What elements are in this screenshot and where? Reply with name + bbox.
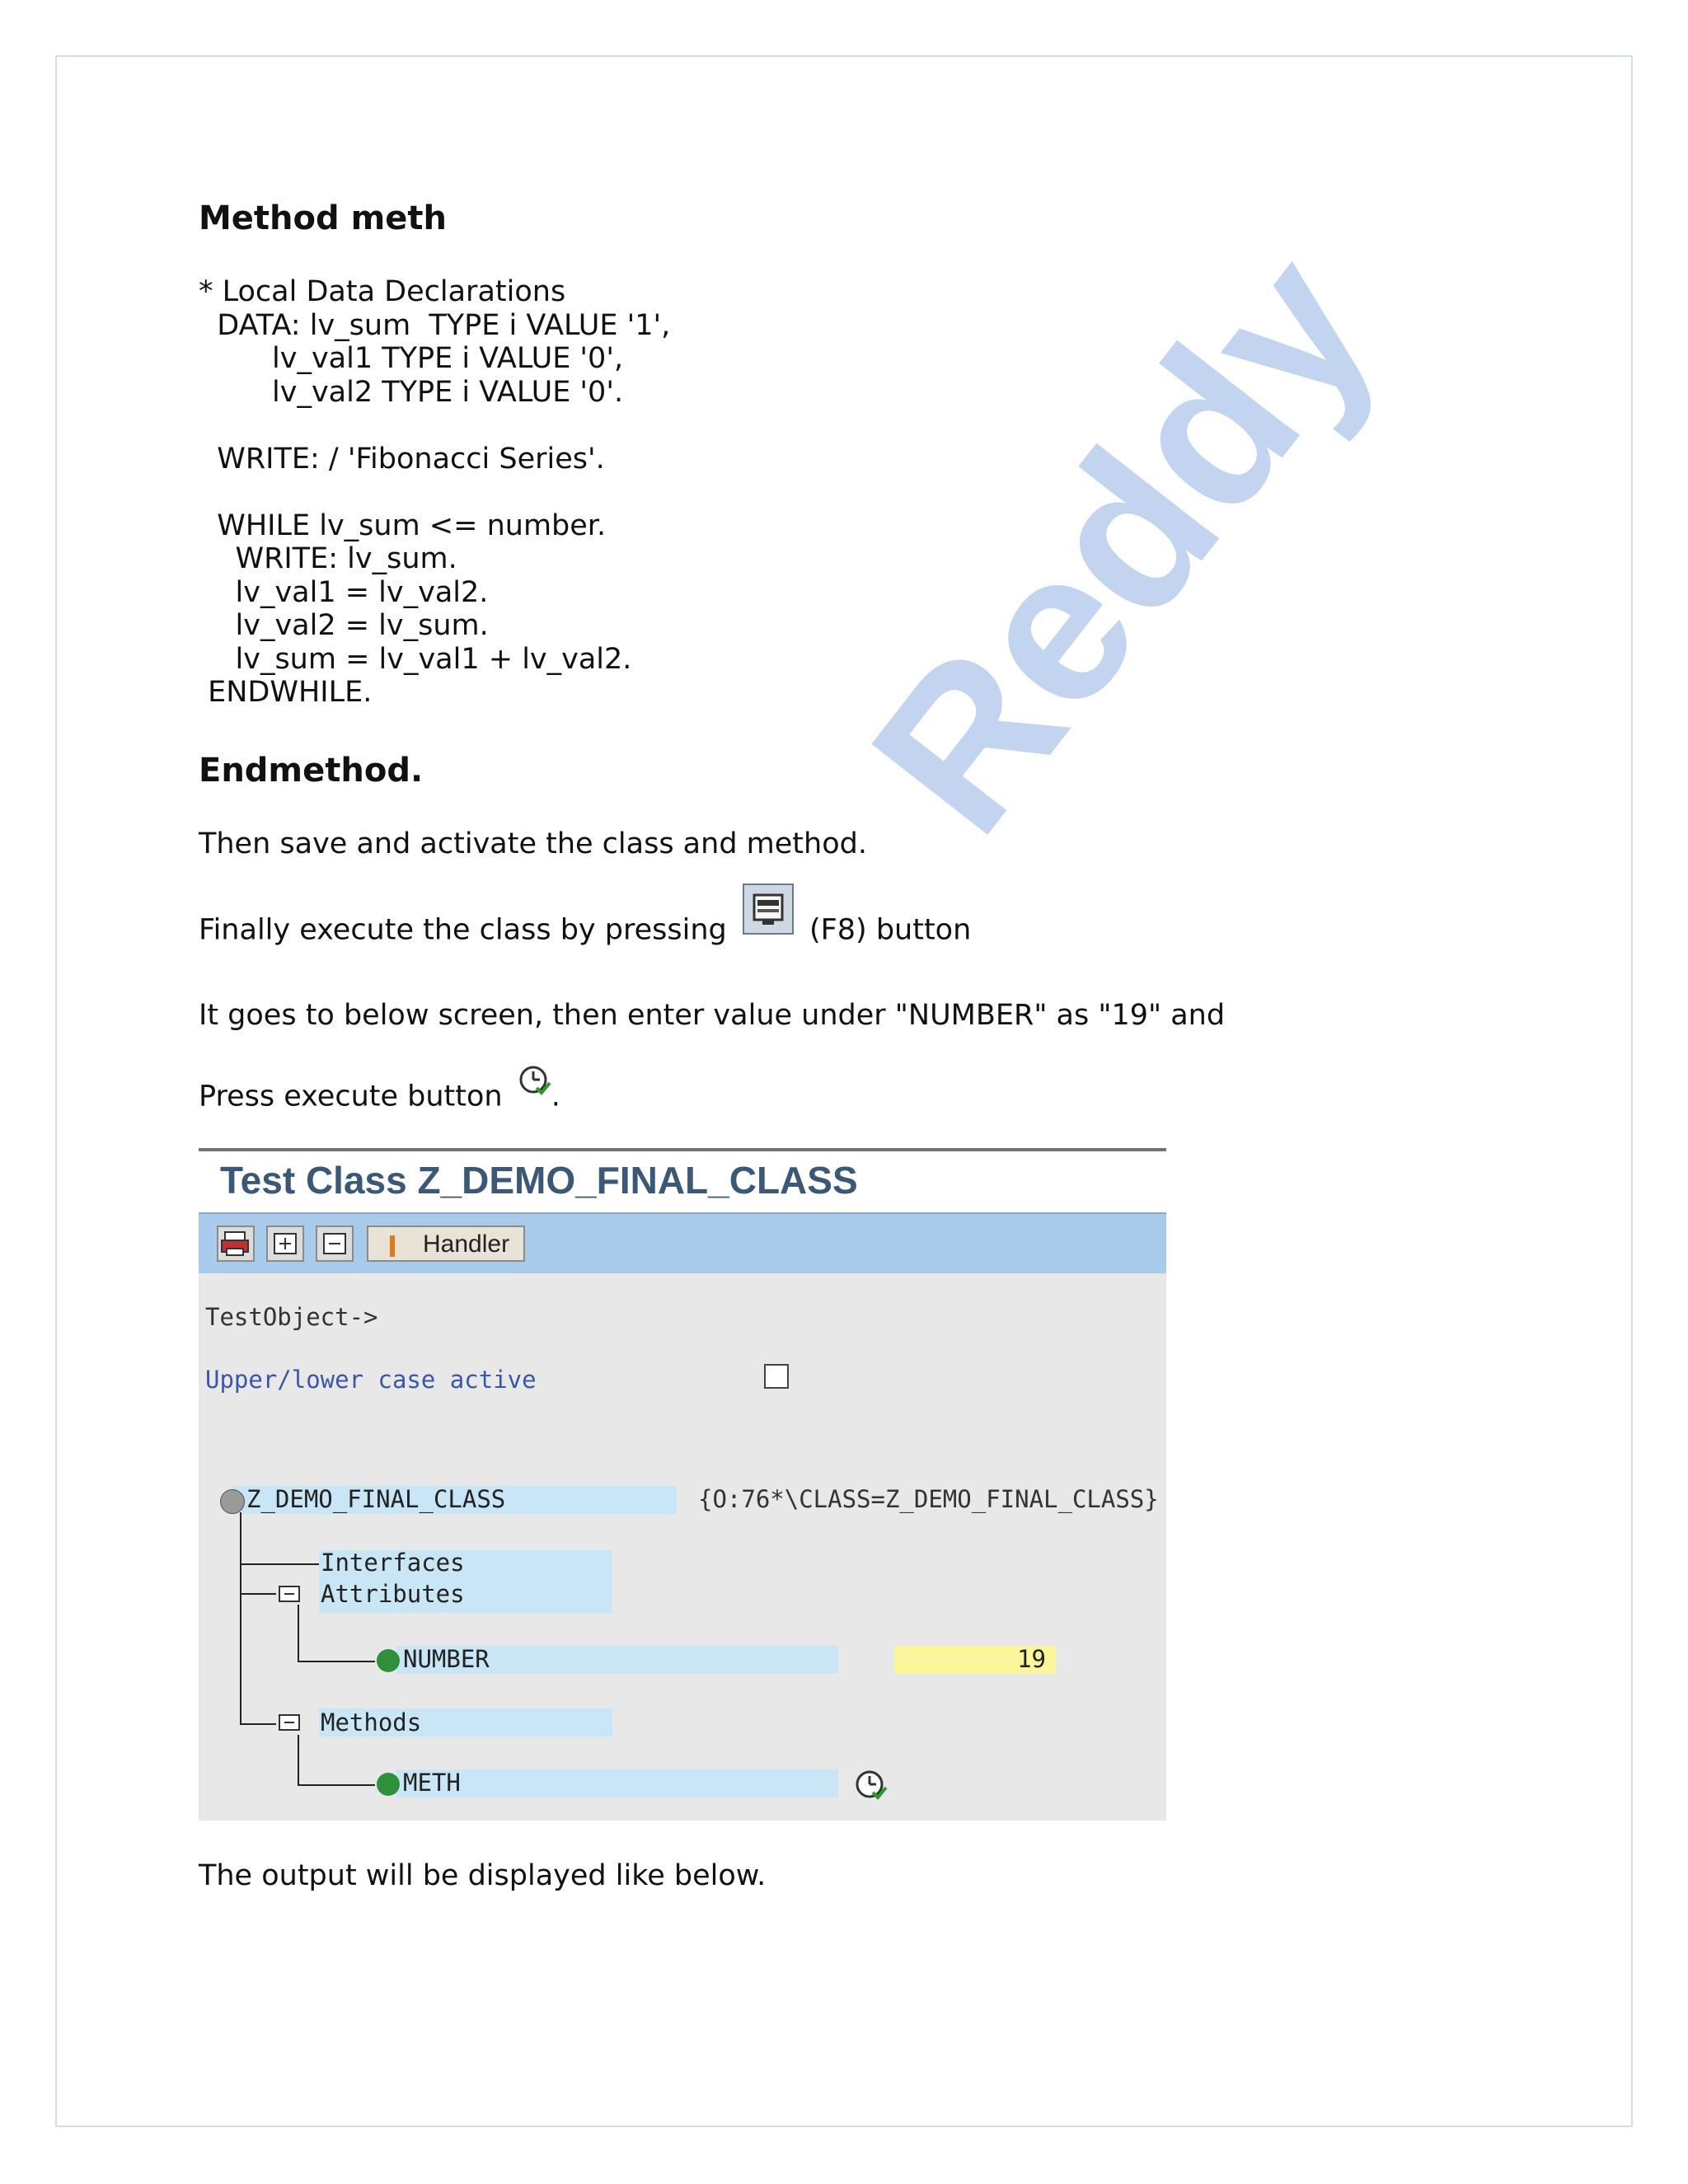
expand-icon — [268, 1227, 302, 1260]
tree-line — [298, 1661, 375, 1662]
tree-line — [240, 1723, 276, 1725]
code-line: lv_val1 = lv_val2. — [199, 575, 489, 609]
print-icon — [218, 1227, 253, 1260]
tree-line — [240, 1512, 241, 1725]
upper-lower-checkbox[interactable] — [764, 1364, 789, 1389]
sap-toolbar — [199, 1214, 1166, 1273]
sap-title: Test Class Z_DEMO_FINAL_CLASS — [220, 1159, 858, 1202]
execute-text: Finally execute the class by pressing — [199, 913, 727, 947]
code-line — [199, 476, 670, 509]
sap-test-class-screen — [199, 1148, 1166, 1821]
collapse-icon — [317, 1227, 352, 1260]
watermark: Reddy — [827, 211, 1418, 875]
handler-icon — [390, 1235, 395, 1257]
execute-f8-icon — [743, 883, 794, 942]
handler-button[interactable] — [367, 1226, 525, 1262]
attribute-icon — [377, 1649, 400, 1672]
code-line: DATA: lv_sum TYPE i VALUE '1', — [199, 308, 671, 342]
execute-clock-icon — [517, 1063, 551, 1105]
interfaces-node[interactable]: Interfaces — [321, 1549, 465, 1577]
number-value: 19 — [1017, 1645, 1046, 1673]
methods-node[interactable]: Methods — [321, 1708, 422, 1736]
print-button[interactable] — [217, 1226, 255, 1262]
execute-paragraph — [199, 902, 971, 960]
number-input[interactable] — [894, 1646, 1056, 1674]
press-text: Press execute button — [199, 1080, 503, 1113]
execute-text-after: (F8) button — [809, 913, 972, 947]
number-label: NUMBER — [403, 1645, 490, 1673]
code-line: * Local Data Declarations — [199, 275, 566, 308]
method-heading: Method meth — [199, 199, 447, 237]
code-line: WHILE lv_sum <= number. — [199, 509, 607, 542]
method-icon — [377, 1773, 400, 1796]
press-paragraph — [199, 1076, 560, 1118]
class-ball-icon — [220, 1489, 245, 1514]
attributes-node[interactable]: Attributes — [321, 1580, 465, 1608]
code-line: lv_val2 = lv_sum. — [199, 609, 489, 642]
tree-line — [298, 1735, 299, 1786]
tree-line — [298, 1605, 299, 1662]
code-line — [199, 409, 670, 443]
code-line: ENDWHILE. — [199, 676, 373, 709]
tree-line — [298, 1784, 375, 1786]
code-line: WRITE: lv_sum. — [199, 542, 457, 575]
code-block — [199, 275, 670, 710]
code-line: WRITE: / 'Fibonacci Series'. — [199, 442, 605, 476]
endmethod-heading: Endmethod. — [199, 752, 424, 790]
folder-icon — [278, 1712, 301, 1733]
class-node-label[interactable]: Z_DEMO_FINAL_CLASS — [246, 1485, 506, 1513]
save-paragraph: Then save and activate the class and method. — [199, 827, 867, 860]
upper-lower-label: Upper/lower case active — [205, 1366, 537, 1394]
press-end: . — [551, 1080, 560, 1113]
goes-paragraph: It goes to below screen, then enter value under "NUMBER" as "19" and — [199, 999, 1226, 1032]
collapse-button[interactable] — [316, 1226, 354, 1262]
meth-label: METH — [403, 1769, 461, 1797]
expand-button[interactable] — [266, 1226, 304, 1262]
handler-label: Handler — [423, 1230, 510, 1258]
test-object-label: TestObject-> — [205, 1303, 378, 1331]
execute-method-icon[interactable] — [853, 1768, 888, 1802]
class-ref: {O:76*\CLASS=Z_DEMO_FINAL_CLASS} — [698, 1485, 1159, 1513]
output-paragraph: The output will be displayed like below. — [199, 1859, 767, 1892]
tree-line — [240, 1593, 276, 1595]
code-line: lv_val2 TYPE i VALUE '0'. — [199, 375, 624, 409]
folder-icon — [278, 1583, 301, 1605]
tree-line — [240, 1563, 321, 1565]
code-line: lv_sum = lv_val1 + lv_val2. — [199, 642, 632, 676]
meth-node-bg — [396, 1769, 838, 1797]
code-line: lv_val1 TYPE i VALUE '0', — [199, 342, 624, 375]
sap-title-bar — [199, 1151, 1166, 1214]
